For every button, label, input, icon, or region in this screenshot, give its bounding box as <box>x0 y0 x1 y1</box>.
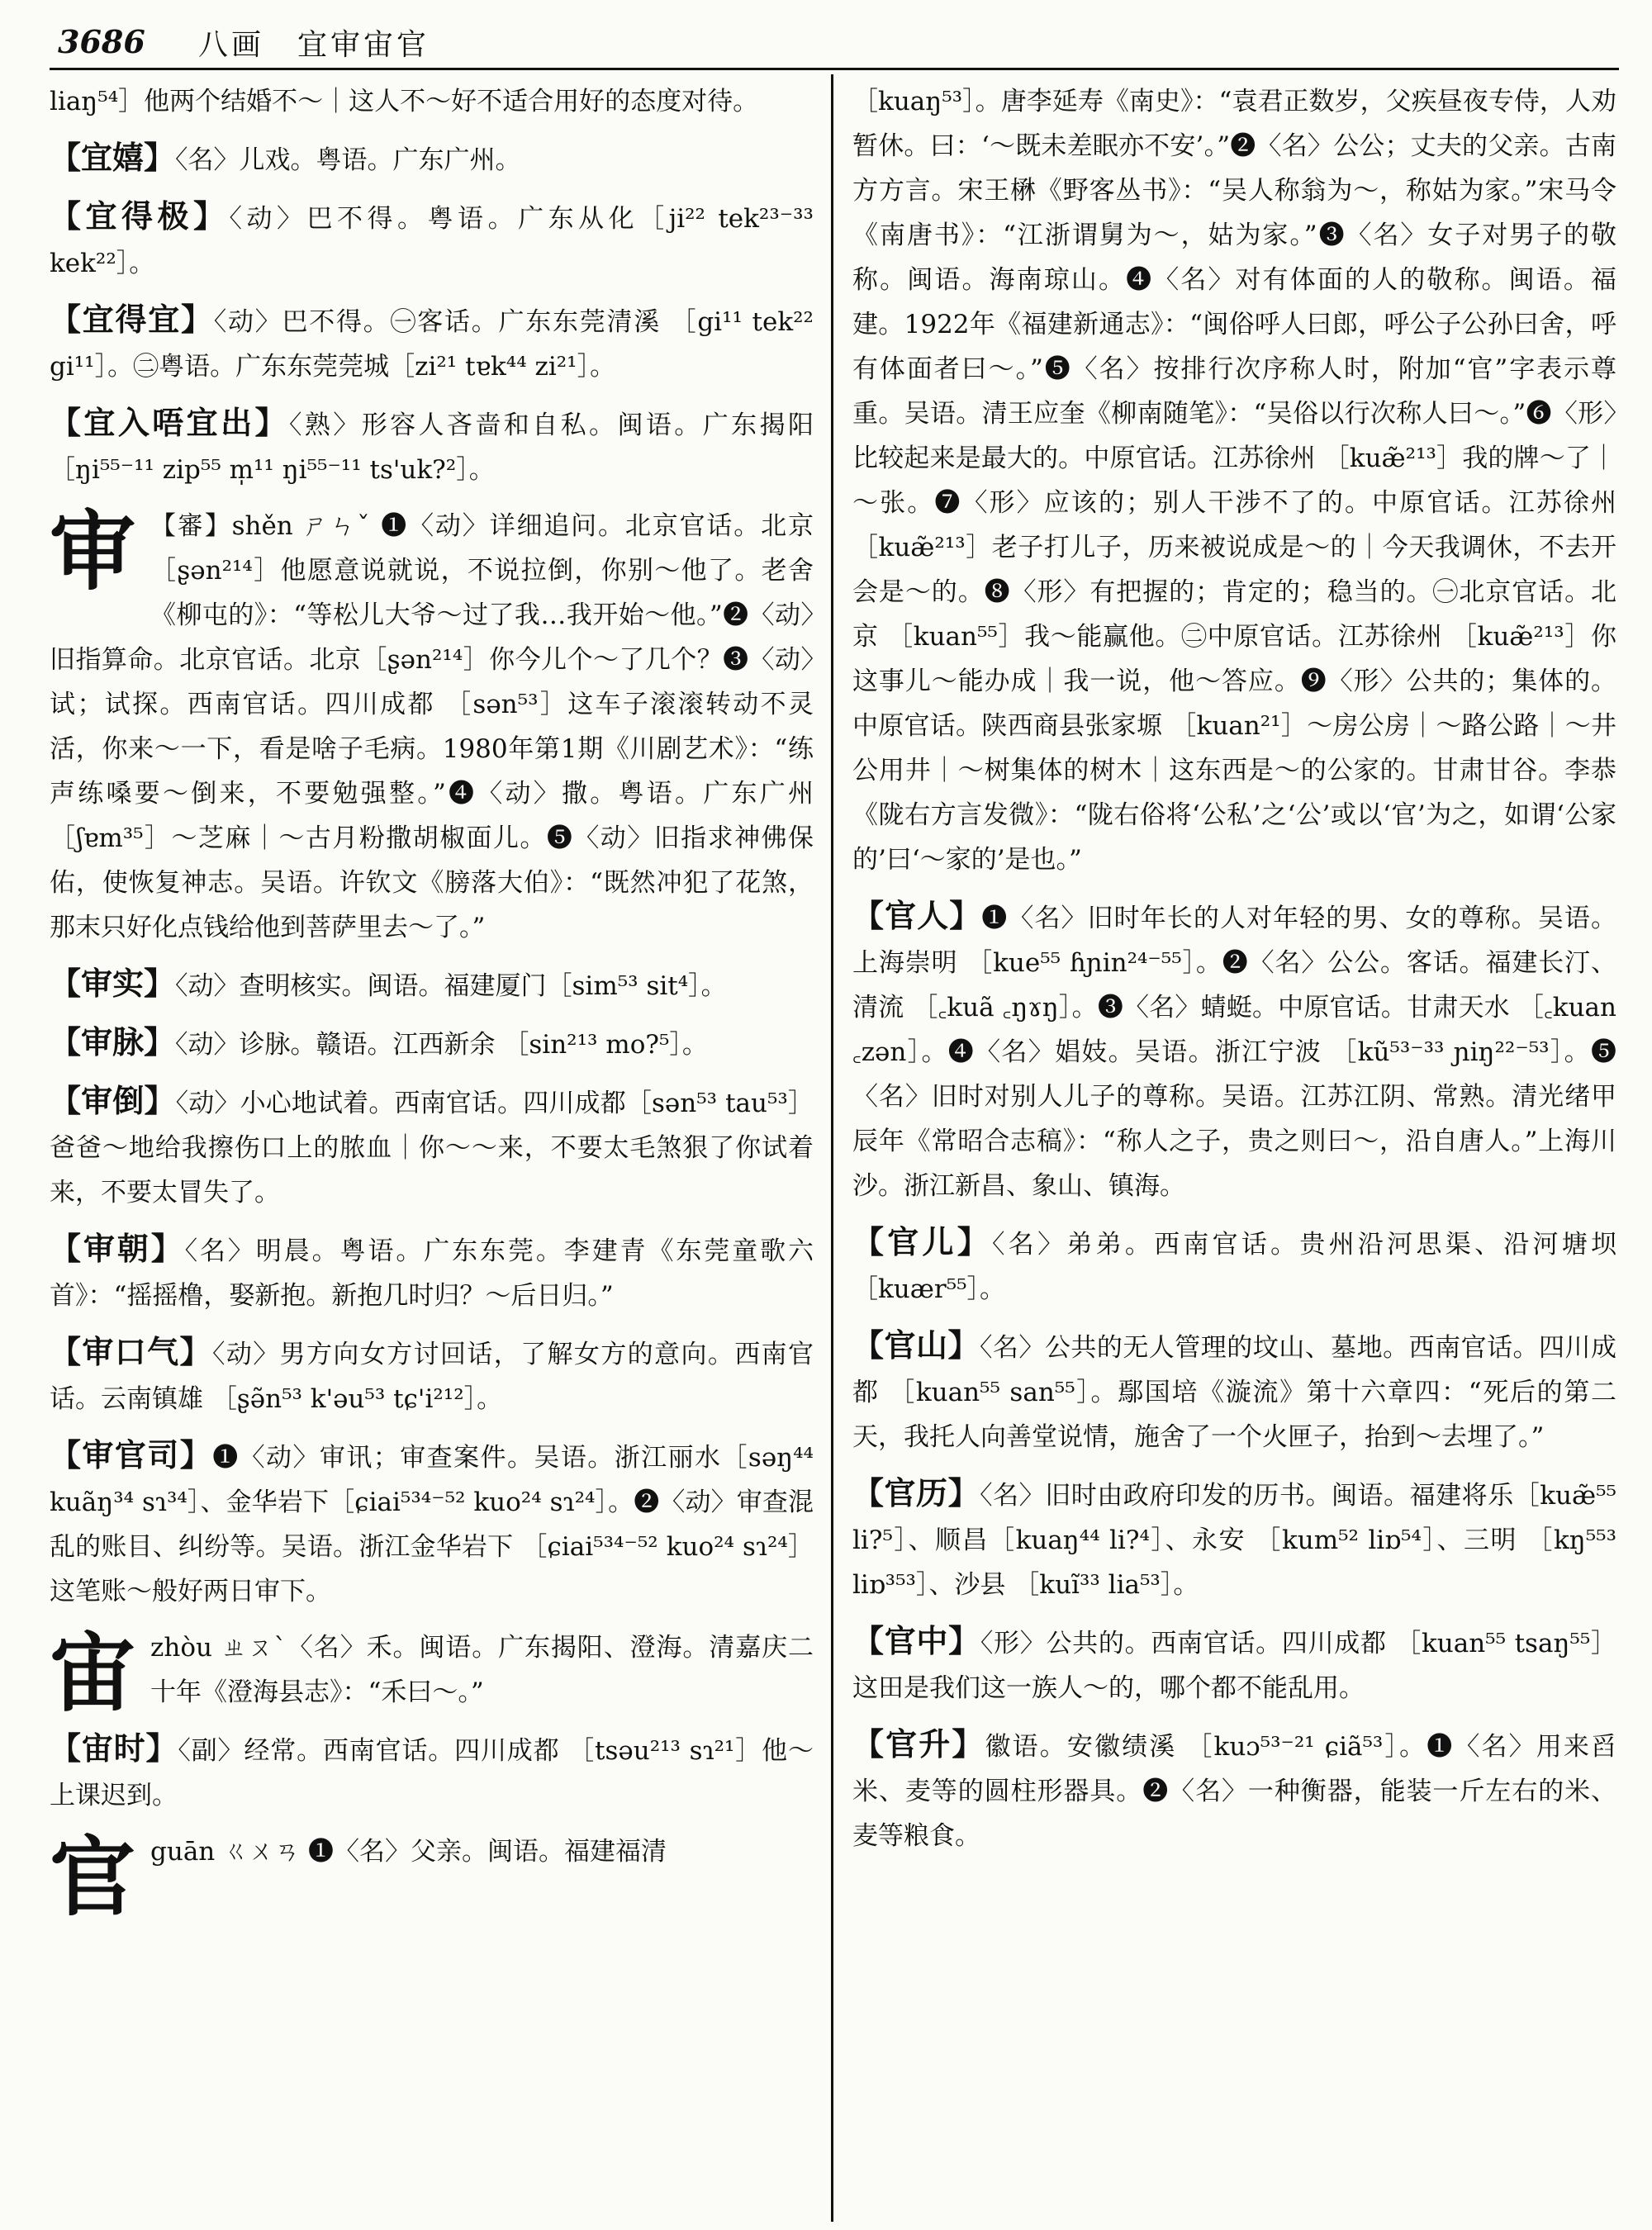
entry-definition: 〈动〉巴不得。㊀客话。广东东莞清溪 ［gi¹¹ tek²² gi¹¹］。㊁粤语。广东东莞莞城［zi²¹ tɐk⁴⁴ zi²¹］。 <box>50 307 814 382</box>
header-rule <box>50 68 1619 70</box>
entry-headword: 【宜嬉】 <box>50 139 176 176</box>
continued-text: liaŋ⁵⁴］他两个结婚不～｜这人不～好不适合用好的态度对待。 <box>50 87 759 116</box>
entry <box>50 297 814 389</box>
big-character: 宙 <box>50 1622 136 1724</box>
entry <box>852 1220 1616 1312</box>
running-title: 八画 宜审宙官 <box>198 28 430 62</box>
entry-definition: ❶〈名〉旧时年长的人对年轻的男、女的尊称。吴语。上海崇明 ［kue⁵⁵ ɦɲin²⁴⁻⁵⁵］。❷〈名〉公公。客话。福建长汀、清流 ［꜀kuã ꜀ŋɤŋ］。❸〈名〉蜻蜓。中原官话。甘肃天水 ［꜀kuan ꜀zən］。❹〈名〉娼妓。吴语。浙江宁波 ［kũ⁵³⁻³³ ɲiŋ²²⁻⁵³］。❺〈名〉旧时对别人儿子的尊称。吴语。江苏江阴、常熟。清光绪甲辰年《常昭合志稿》：“称人之子，贵之则曰～，沿自唐人。”上海川沙。浙江新昌、象山、镇海。 <box>852 904 1616 1201</box>
entry-headword: 【审实】 <box>50 965 176 1002</box>
entry <box>852 1722 1616 1858</box>
entry <box>852 894 1616 1208</box>
entry <box>50 1226 814 1318</box>
entry <box>50 1020 814 1067</box>
entry <box>50 1433 814 1614</box>
character-entry-shen <box>50 501 814 950</box>
entry-headword: 【官山】 <box>852 1326 980 1364</box>
entry-headword: 【审口气】 <box>50 1333 212 1370</box>
page-header <box>50 18 1619 68</box>
entry-headword: 【审脉】 <box>50 1023 176 1060</box>
entry-definition: 〈名〉公共的无人管理的坟山、墓地。西南官话。四川成都 ［kuan⁵⁵ san⁵⁵］。鄢国培《漩流》第十六章四：“死后的第二天，我托人向善堂说情，施舍了一个火匣子，抬到～去埋了。” <box>852 1333 1616 1452</box>
entry-definition: 〈熟〉形容人吝啬和自私。闽语。广东揭阳 ［ŋi⁵⁵⁻¹¹ zip⁵⁵ m̩¹¹ ŋi⁵⁵⁻¹¹ ts'uk?²］。 <box>50 410 814 485</box>
continued-text: ［kuaŋ⁵³］。唐李延寿《南史》：“袁君正数岁，父疾昼夜专侍，人劝暂休。曰：‘～既未差眠亦不安’。”❷〈名〉公公；丈夫的父亲。古南方方言。宋王楙《野客丛书》：“吴人称翁为～，称姑为家。”宋马令《南唐书》：“江浙谓舅为～，姑为家。”❸〈名〉女子对男子的敬称。闽语。海南琼山。❹〈名〉对有体面的人的敬称。闽语。福建。1922年《福建新通志》：“闽俗呼人曰郎，呼公子公孙曰舍，呼有体面者曰～。”❺〈名〉按排行次序称人时，附加“官”字表示尊重。吴语。清王应奎《柳南随笔》：“吴俗以行次称人曰～。”❻〈形〉比较起来是最大的。中原官话。江苏徐州 ［kuæ̃²¹³］我的牌～了｜～张。❼〈形〉应该的；别人干涉不了的。中原官话。江苏徐州 ［kuæ̃²¹³］老子打儿子，历来被说成是～的｜今天我调休，不去开会是～的。❽〈形〉有把握的；肯定的；稳当的。㊀北京官话。北京 ［kuan⁵⁵］我～能赢他。㊁中原官话。江苏徐州 ［kuæ̃²¹³］你这事儿～能办成｜我一说，他～答应。❾〈形〉公共的；集体的。中原官话。陕西商县张家塬 ［kuan²¹］～房公房｜～路公路｜～井公用井｜～树集体的树木｜这东西是～的公家的。甘肃甘谷。李恭《陇右方言发微》：“陇右俗将‘公私’之‘公’或以‘官’为之，如谓‘公家的’曰‘～家的’是也。” <box>852 87 1616 875</box>
entry <box>50 1079 814 1215</box>
entry-definition: 〈动〉小心地试着。西南官话。四川成都［sən⁵³ tau⁵³］爸爸～地给我擦伤口上的脓血｜你～～来，不要太毛煞狠了你试着来，不要太冒失了。 <box>50 1089 814 1208</box>
entry <box>50 401 814 492</box>
big-character: 审 <box>50 501 136 602</box>
entry-headword: 【官人】 <box>852 897 982 934</box>
entry-headword: 【宙时】 <box>50 1729 178 1767</box>
entry-definition: ❶〈动〉审讯；审查案件。吴语。浙江丽水［səŋ⁴⁴ kuãŋ³⁴ sɿ³⁴］、金华岩下［ɕiai⁵³⁴⁻⁵² kuo²⁴ sɿ²⁴］。❷〈动〉审查混乱的账目、纠纷等。吴语。浙江金华岩下 ［ɕiai⁵³⁴⁻⁵² kuo²⁴ sɿ²⁴］这笔账～般好两日审下。 <box>50 1443 814 1606</box>
entry-headword: 【宜得宜】 <box>50 301 214 338</box>
character-entry-guan <box>50 1826 814 1928</box>
entry-definition: 〈副〉经常。西南官话。四川成都 ［tsəu²¹³ sɿ²¹］他～上课迟到。 <box>50 1736 814 1810</box>
entry <box>50 135 814 183</box>
entry-headword: 【宜入唔宜出】 <box>50 404 289 441</box>
entry-definition: 〈名〉弟弟。西南官话。贵州沿河思渠、沿河塘坝［kuær⁵⁵］。 <box>852 1230 1616 1304</box>
entry <box>852 1323 1616 1459</box>
entry-definition: 〈名〉明晨。粤语。广东东莞。李建青《东莞童歌六首》：“摇摇橹，娶新抱。新抱几时归？～后日归。” <box>50 1236 814 1311</box>
character-definition: zhòu ㄓㄡˋ〈名〉禾。闽语。广东揭阳、澄海。清嘉庆二十年《澄海县志》：“禾曰～。” <box>150 1633 814 1707</box>
entry-definition: 徽语。安徽绩溪 ［kuɔ⁵³⁻²¹ ɕiã⁵³］。❶〈名〉用来舀米、麦等的圆柱形器具。❷〈名〉一种衡器，能装一斤左右的米、麦等粮食。 <box>852 1732 1616 1851</box>
entry-headword: 【官中】 <box>852 1622 980 1659</box>
page-number: 3686 <box>58 23 145 60</box>
entry <box>50 1330 814 1421</box>
entry <box>50 961 814 1008</box>
left-column <box>50 79 814 1928</box>
entry-definition: 〈动〉查明核实。闽语。福建厦门［sim⁵³ sit⁴］。 <box>175 971 727 1001</box>
entry-definition: 〈名〉儿戏。粤语。广东广州。 <box>175 145 521 175</box>
entry <box>852 1619 1616 1710</box>
entry-headword: 【官历】 <box>852 1474 980 1511</box>
entry-headword: 【审倒】 <box>50 1082 176 1119</box>
character-definition: 【審】shěn ㄕㄣˇ ❶〈动〉详细追问。北京官话。北京 ［ʂən²¹⁴］他愿意说就说，不说拉倒，你别～他了。老舍《柳屯的》：“等松儿大爷～过了我…我开始～他。”❷〈动〉旧指算命。北京官话。北京［ʂən²¹⁴］你今儿个～了几个？❸〈动〉试；试探。西南官话。四川成都 ［sən⁵³］这车子滚滚转动不灵活，你来～一下，看是啥子毛病。1980年第1期《川剧艺术》：“练声练嗓要～倒来，不要勉强整。”❹〈动〉撒。粤语。广东广州 ［ʃɐm³⁵］～芝麻｜～古月粉撒胡椒面儿。❺〈动〉旧指求神佛保佑，使恢复神志。吴语。许钦文《膀落大伯》：“既然冲犯了花煞，那末只好化点钱给他到菩萨里去～了。” <box>50 511 814 942</box>
entry-headword: 【官儿】 <box>852 1223 993 1260</box>
entry-definition: 〈名〉旧时由政府印发的历书。闽语。福建将乐［kuæ̃⁵⁵ li?⁵］、顺昌［kuaŋ⁴⁴ li?⁴］、永安 ［kum⁵² liɒ⁵⁴］、三明 ［kŋ⁵⁵³ liɒ³⁵³］、沙县 ［kuĩ³³ lia⁵³］。 <box>852 1481 1616 1600</box>
entry-headword: 【审朝】 <box>50 1230 185 1267</box>
big-character: 官 <box>50 1826 136 1928</box>
entry <box>852 1471 1616 1607</box>
entry-headword: 【宜得极】 <box>50 197 230 235</box>
entry <box>50 1726 814 1818</box>
entry-headword: 【审官司】 <box>50 1436 213 1473</box>
entry-definition: 〈动〉男方向女方讨回话，了解女方的意向。西南官话。云南镇雄 ［ʂə̃n⁵³ k'əu⁵³ tɕ'i²¹²］。 <box>50 1340 814 1414</box>
entry-definition: 〈动〉诊脉。赣语。江西新余 ［sin²¹³ mo?⁵］。 <box>175 1030 708 1060</box>
entry <box>50 194 814 286</box>
entry-headword: 【官升】 <box>852 1725 985 1763</box>
character-entry-zhou <box>50 1622 814 1724</box>
character-definition: guān ㄍㄨㄢ ❶〈名〉父亲。闽语。福建福清 <box>150 1837 667 1867</box>
column-divider <box>831 74 833 2222</box>
entry-definition: 〈形〉公共的。西南官话。四川成都 ［kuan⁵⁵ tsaŋ⁵⁵］这田是我们这一族人～的，哪个都不能乱用。 <box>852 1629 1616 1703</box>
entry-definition: 〈动〉巴不得。粤语。广东从化［ji²² tek²³⁻³³ kek²²］。 <box>50 204 814 278</box>
right-column <box>852 79 1616 1870</box>
